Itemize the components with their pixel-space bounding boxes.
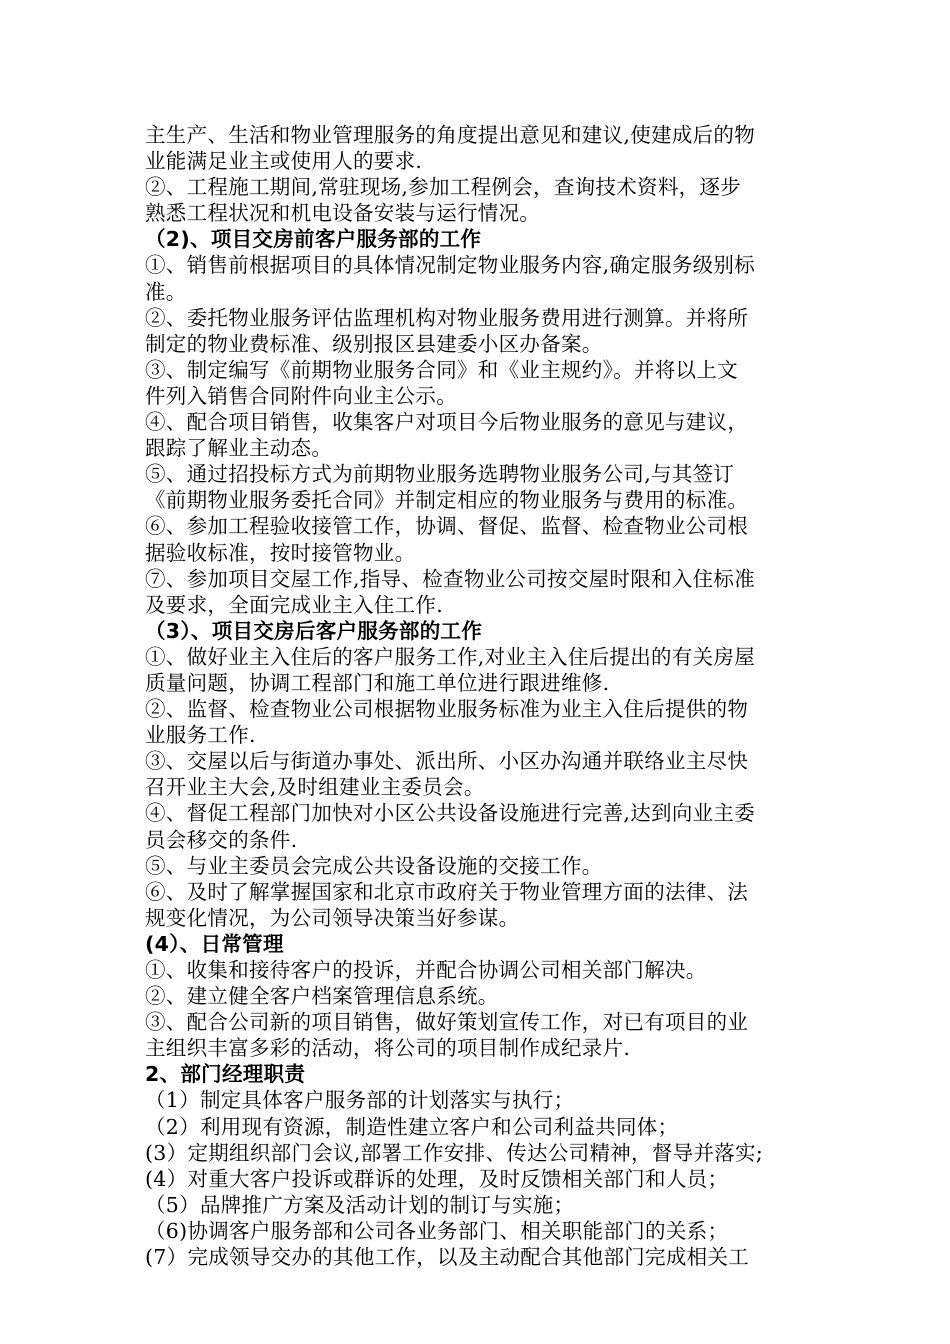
text-line: （6)协调客户服务部和公司各业务部门、相关职能部门的关系； xyxy=(145,1218,729,1243)
text-line: 员会移交的条件. xyxy=(145,827,298,852)
text-line: (7）完成领导交办的其他工作，以及主动配合其他部门完成相关工 xyxy=(145,1245,750,1270)
text-line: ③、制定编写《前期物业服务合同》和《业主规约》。并将以上文 xyxy=(145,357,738,382)
text-line: 业服务工作. xyxy=(145,723,256,748)
text-line: ②、监督、检查物业公司根据物业服务标准为业主入住后提供的物 xyxy=(145,697,749,722)
section-heading: （2)、项目交房前客户服务部的工作 xyxy=(145,227,482,252)
text-line: 《前期物业服务委托合同》并制定相应的物业服务与费用的标准。 xyxy=(145,488,749,513)
text-line: 主生产、生活和物业管理服务的角度提出意见和建议,使建成后的物 xyxy=(145,123,756,147)
text-line: 据验收标准，按时接管物业。 xyxy=(145,540,416,565)
text-line: 制定的物业费标准、级别报区县建委小区办备案。 xyxy=(145,331,603,356)
text-line: （2）利用现有资源，制造性建立客户和公司利益共同体； xyxy=(145,1114,679,1139)
text-line: ③、交屋以后与街道办事处、派出所、小区办沟通并联络业主尽快 xyxy=(145,749,749,774)
text-line: 跟踪了解业主动态。 xyxy=(145,436,333,461)
text-line: ④、督促工程部门加快对小区公共设备设施进行完善,达到向业主委 xyxy=(145,801,756,826)
text-line: 主组织丰富多彩的活动，将公司的项目制作成纪录片. xyxy=(145,1036,631,1061)
text-line: ①、收集和接待客户的投诉，并配合协调公司相关部门解决。 xyxy=(145,958,707,982)
text-line: ③、配合公司新的项目销售，做好策划宣传工作，对已有项目的业 xyxy=(145,1010,749,1035)
text-line: ④、配合项目销售，收集客户对项目今后物业服务的意见与建议， xyxy=(145,410,749,435)
text-line: 业能满足业主或使用人的要求. xyxy=(145,149,423,174)
text-line: ⑤、通过招投标方式为前期物业服务选聘物业服务公司,与其签订 xyxy=(145,462,735,487)
text-line: 规变化情况，为公司领导决策当好参谋。 xyxy=(145,905,520,930)
section-heading: （3）、项目交房后客户服务部的工作 xyxy=(145,618,483,643)
text-line: 准。 xyxy=(145,279,187,304)
text-line: ⑥、及时了解掌握国家和北京市政府关于物业管理方面的法律、法 xyxy=(145,879,749,904)
text-line: (4）对重大客户投诉或群诉的处理，及时反馈相关部门和人员； xyxy=(145,1166,729,1191)
text-line: (3）定期组织部门会议,部署工作安排、传达公司精神，督导并落实; xyxy=(145,1140,764,1165)
text-line: 召开业主大会,及时组建业主委员会。 xyxy=(145,775,485,800)
text-line: ②、委托物业服务评估监理机构对物业服务费用进行测算。并将所 xyxy=(145,305,749,330)
text-line: ⑦、参加项目交屋工作,指导、检查物业公司按交屋时限和入住标准 xyxy=(145,566,756,591)
text-line: （1）制定具体客户服务部的计划落实与执行； xyxy=(145,1088,575,1113)
text-line: ⑥、参加工程验收接管工作，协调、督促、监督、检查物业公司根 xyxy=(145,514,749,539)
section-heading: 2、部门经理职责 xyxy=(145,1062,306,1087)
text-line: 及要求，全面完成业主入住工作. xyxy=(145,592,444,617)
text-line: （5）品牌推广方案及活动计划的制订与实施； xyxy=(145,1192,575,1217)
text-line: ②、建立健全客户档案管理信息系统。 xyxy=(145,984,499,1009)
text-line: 质量问题，协调工程部门和施工单位进行跟进维修. xyxy=(145,670,610,695)
text-line: ②、工程施工期间,常驻现场,参加工程例会，查询技术资料，逐步 xyxy=(145,175,742,200)
text-line: ①、销售前根据项目的具体情况制定物业服务内容,确定服务级别标 xyxy=(145,253,756,278)
text-line: ⑤、与业主委员会完成公共设备设施的交接工作。 xyxy=(145,853,603,878)
text-line: 件列入销售合同附件向业主公示。 xyxy=(145,383,457,408)
text-line: 熟悉工程状况和机电设备安装与运行情况。 xyxy=(145,201,541,226)
section-heading: (4）、日常管理 xyxy=(145,931,284,956)
text-line: ①、做好业主入住后的客户服务工作,对业主入住后提出的有关房屋 xyxy=(145,644,756,669)
document-body xyxy=(145,122,810,1270)
